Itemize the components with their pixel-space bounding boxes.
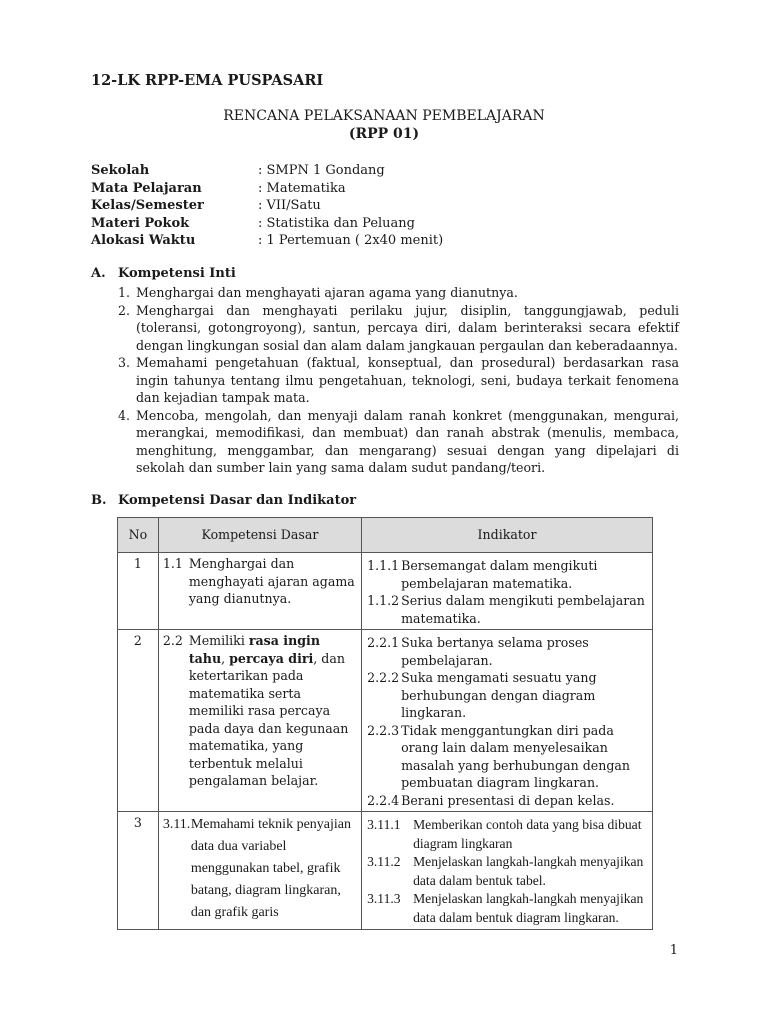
section-letter: B. bbox=[91, 493, 107, 508]
table-row bbox=[118, 630, 653, 812]
kd-text-bold: rasa ingin tahu bbox=[188, 633, 320, 666]
kd-text: Memahami teknik penyajian data dua variabel menggunakan tabel, grafik batang, diagram lingkaran, dan grafik garis bbox=[190, 817, 351, 920]
indicator-cell bbox=[362, 630, 653, 812]
list-text: Menghargai dan menghayati ajaran agama yang dianutnya. bbox=[136, 285, 518, 300]
kd-line bbox=[163, 632, 355, 790]
section-b-heading bbox=[91, 493, 356, 508]
row-number: 1 bbox=[118, 553, 159, 630]
indicator-text: Menjelaskan langkah-langkah menyajikan data dalam bentuk diagram lingkaran. bbox=[413, 891, 644, 925]
info-value: : VII/Satu bbox=[258, 198, 321, 213]
indicator-number: 3.11.2 bbox=[367, 854, 401, 869]
kd-text-bold: percaya diri bbox=[229, 650, 314, 666]
basic-competence-cell bbox=[158, 553, 361, 630]
info-value: : 1 Pertemuan ( 2x40 menit) bbox=[258, 233, 444, 248]
indicator-item bbox=[367, 592, 648, 627]
indicator-item bbox=[367, 634, 648, 669]
list-number: 3. bbox=[118, 355, 131, 370]
indicator-item bbox=[367, 557, 648, 592]
section-title: Kompetensi Dasar dan Indikator bbox=[118, 493, 357, 508]
list-item bbox=[118, 407, 679, 477]
info-key: Mata Pelajaran bbox=[91, 180, 202, 196]
identity-block bbox=[91, 162, 443, 250]
header-no: No bbox=[118, 518, 159, 553]
info-key: Kelas/Semester bbox=[91, 198, 204, 213]
indicator-text: Tidak menggantungkan diri pada orang lain dalam menyelesaikan masalah yang berhubungan dengan pembuatan diagram lingkaran. bbox=[401, 722, 630, 790]
indicator-text: Suka bertanya selama proses pembelajaran. bbox=[401, 635, 589, 668]
kd-text: Menghargai dan menghayati ajaran agama yang dianutnya. bbox=[188, 556, 355, 606]
kd-line bbox=[163, 555, 355, 608]
section-title: Kompetensi Inti bbox=[118, 266, 236, 281]
kd-text-post: , dan ketertarikan pada matematika serta memiliki rasa percaya pada daya dan kegunaan matematika, yang terbentuk melalui pengalaman belajar. bbox=[188, 650, 349, 788]
info-key: Sekolah bbox=[91, 163, 150, 178]
basic-competence-cell bbox=[158, 630, 361, 812]
list-number: 4. bbox=[118, 407, 131, 423]
info-row-subject bbox=[91, 180, 443, 198]
competence-table bbox=[117, 517, 653, 930]
info-key: Materi Pokok bbox=[91, 215, 190, 231]
header-basic-competence: Kompetensi Dasar bbox=[158, 518, 361, 553]
indicator-cell bbox=[362, 553, 653, 630]
list-item bbox=[118, 302, 679, 355]
section-a-heading bbox=[91, 266, 236, 281]
list-item bbox=[118, 284, 679, 302]
kd-text bbox=[189, 632, 355, 790]
indicator-number: 2.2.3 bbox=[367, 722, 400, 738]
document-label: 12-LK RPP-EMA PUSPASARI bbox=[91, 72, 324, 89]
list-text: Menghargai dan menghayati perilaku jujur, disiplin, tanggungjawab, peduli (toleransi, gotongroyong), santun, percaya diri, dalam berinteraksi secara efektif dengan lingkungan sosial dan alam dalam jangkauan pergaulan dan keberadaannya. bbox=[136, 302, 679, 353]
indicator-item bbox=[367, 792, 648, 810]
indicator-number: 3.11.1 bbox=[367, 817, 401, 832]
document-title: RENCANA PELAKSANAAN PEMBELAJARAN bbox=[223, 108, 545, 124]
info-row-topic bbox=[91, 215, 443, 233]
indicator-text: Memberikan contoh data yang bisa dibuat diagram lingkaran bbox=[413, 817, 642, 851]
core-competence-list bbox=[118, 284, 679, 477]
list-text: Mencoba, mengolah, dan menyaji dalam ranah konkret (menggunakan, mengurai, merangkai, memodifikasi, dan membuat) dan ranah abstrak (menulis, membaca, menghitung, menggambar, dan mengarang) sesuai dengan yang dipelajari di sekolah dan sumber lain yang sama dalam sudut pandang/teori. bbox=[136, 407, 679, 475]
indicator-item bbox=[367, 853, 648, 890]
header-indicator: Indikator bbox=[362, 518, 653, 553]
indicator-item bbox=[367, 816, 648, 853]
info-row-time bbox=[91, 232, 443, 250]
info-key: Alokasi Waktu bbox=[91, 233, 196, 248]
info-value: : SMPN 1 Gondang bbox=[258, 163, 385, 178]
table-row bbox=[118, 812, 653, 930]
document-subtitle: (RPP 01) bbox=[348, 126, 420, 142]
kd-number: 1.1 bbox=[162, 556, 183, 571]
indicator-text: Serius dalam mengikuti pembelajaran matematika. bbox=[401, 593, 645, 626]
indicator-number: 1.1.1 bbox=[367, 558, 400, 573]
indicator-number: 1.1.2 bbox=[367, 593, 400, 608]
indicator-number: 2.2.1 bbox=[367, 635, 400, 650]
list-item bbox=[118, 354, 679, 407]
kd-text-pre: Memiliki bbox=[188, 633, 249, 648]
indicator-text: Suka mengamati sesuatu yang berhubungan dengan diagram lingkaran. bbox=[401, 670, 597, 720]
table-header-row bbox=[118, 518, 653, 553]
kd-text-mid: , bbox=[221, 650, 230, 666]
kd-line bbox=[163, 814, 355, 924]
info-row-class bbox=[91, 197, 443, 215]
section-letter: A. bbox=[91, 266, 106, 281]
basic-competence-cell bbox=[158, 812, 361, 930]
page-number: 1 bbox=[669, 943, 678, 958]
row-number: 3 bbox=[118, 812, 159, 930]
indicator-text: Bersemangat dalam mengikuti pembelajaran matematika. bbox=[401, 558, 598, 591]
indicator-cell bbox=[362, 812, 653, 930]
kd-number: 3.11. bbox=[162, 817, 191, 832]
indicator-item bbox=[367, 722, 648, 792]
indicator-text: Menjelaskan langkah-langkah menyajikan data dalam bentuk tabel. bbox=[413, 854, 644, 888]
list-number: 2. bbox=[118, 302, 131, 318]
indicator-text: Berani presentasi di depan kelas. bbox=[401, 792, 615, 808]
indicator-number: 2.2.2 bbox=[367, 670, 400, 685]
list-number: 1. bbox=[118, 285, 131, 300]
row-number: 2 bbox=[118, 630, 159, 812]
info-row-school bbox=[91, 162, 443, 180]
kd-number: 2.2 bbox=[162, 633, 183, 648]
indicator-number: 3.11.3 bbox=[367, 891, 401, 906]
info-value: : Statistika dan Peluang bbox=[258, 215, 415, 231]
table-row bbox=[118, 553, 653, 630]
info-value: : Matematika bbox=[258, 180, 346, 196]
indicator-number: 2.2.4 bbox=[367, 792, 400, 808]
indicator-item bbox=[367, 669, 648, 722]
list-text: Memahami pengetahuan (faktual, konseptual, dan prosedural) berdasarkan rasa ingin tahunya tentang ilmu pengetahuan, teknologi, seni, budaya terkait fenomena dan kejadian tampak mata. bbox=[136, 355, 679, 405]
indicator-item bbox=[367, 890, 648, 927]
